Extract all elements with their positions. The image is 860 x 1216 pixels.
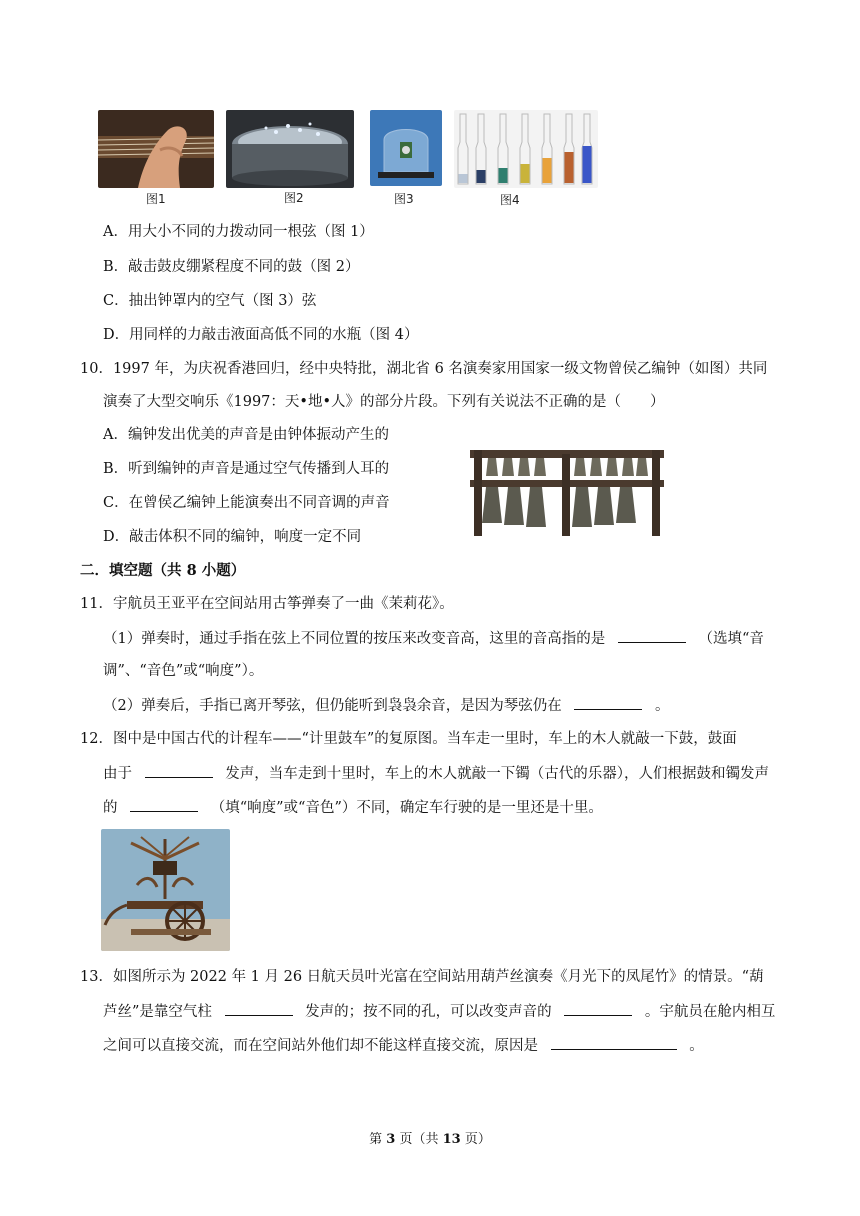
q11-part1-text-b: （选填“音 <box>698 631 764 647</box>
figure-3-caption: 图3 <box>394 192 414 206</box>
figure-3-bell-jar <box>370 110 442 186</box>
figure-1-caption: 图1 <box>146 192 166 206</box>
q10-option-d: D．敲击体积不同的编钟，响度一定不同 <box>103 529 362 545</box>
q11-blank-2[interactable] <box>574 695 642 710</box>
q12-text-a: 由于 <box>103 766 132 782</box>
q13-text-d: 之间可以直接交流，而在空间站外他们却不能这样直接交流，原因是 <box>103 1038 538 1054</box>
q11-part1-line1 <box>103 628 764 649</box>
section-heading <box>80 561 245 581</box>
q11-part2 <box>103 695 669 716</box>
drum-cart-image <box>101 829 230 951</box>
q13-text-c: 。宇航员在舱内相互 <box>644 1004 776 1020</box>
q13-text-e: 。 <box>689 1038 704 1054</box>
figure-2-drum <box>226 110 354 188</box>
section-question-count: 8 <box>186 562 197 579</box>
figure-2-caption: 图2 <box>284 191 304 205</box>
footer-total-pages: 13 <box>442 1132 461 1147</box>
q9-option-d: D．用同样的力敲击液面高低不同的水瓶（图 4） <box>103 327 419 343</box>
figure-4-caption: 图4 <box>500 193 520 207</box>
q13-blank-1[interactable] <box>225 1001 293 1016</box>
q12-text-d: （填“响度”或“音色”）不同，确定车行驶的是一里还是十里。 <box>210 800 603 816</box>
q11-blank-1[interactable] <box>618 628 686 643</box>
figure-4-bottles <box>454 110 598 188</box>
q10-option-b: B．听到编钟的声音是通过空气传播到人耳的 <box>103 461 390 477</box>
q11-stem: 11．宇航员王亚平在空间站用古筝弹奏了一曲《茉莉花》。 <box>80 596 454 612</box>
q12-blank-1[interactable] <box>145 763 213 778</box>
q9-option-a: A．用大小不同的力拨动同一根弦（图 1） <box>103 224 374 240</box>
figure-1-guitar <box>98 110 214 188</box>
footer-text-c: 页） <box>460 1132 491 1147</box>
q11-part1-line2: 调”、“音色”或“响度”）。 <box>103 663 264 679</box>
q10-stem-line1: 10．1997 年，为庆祝香港回归，经中央特批，湖北省 6 名演奏家用国家一级文物曾侯乙编钟（如图）共同 <box>80 361 768 377</box>
page-footer <box>0 1128 860 1147</box>
bianzhong-bells-image <box>464 440 670 540</box>
q12-stem-line3 <box>103 797 603 818</box>
q12-blank-2[interactable] <box>130 797 198 812</box>
q13-blank-2[interactable] <box>564 1001 632 1016</box>
section-heading-prefix: 二．填空题（共 <box>80 562 187 579</box>
q12-text-b: 发声，当车走到十里时，车上的木人就敲一下镯（古代的乐器），人们根据鼓和镯发声 <box>225 766 769 782</box>
q13-text-a: 芦丝”是靠空气柱 <box>103 1004 212 1020</box>
q9-option-c: C．抽出钟罩内的空气（图 3）弦 <box>103 293 317 309</box>
q9-option-b: B．敲击鼓皮绷紧程度不同的鼓（图 2） <box>103 259 360 275</box>
footer-page-number: 3 <box>386 1132 396 1147</box>
q13-stem-line2 <box>103 1001 775 1022</box>
q13-blank-3[interactable] <box>551 1035 677 1050</box>
footer-text-b: 页（共 <box>395 1132 443 1147</box>
q11-part1-text-a: （1）弹奏时，通过手指在弦上不同位置的按压来改变音高，这里的音高指的是 <box>103 631 606 647</box>
q13-stem-line3 <box>103 1035 704 1056</box>
footer-text-a: 第 <box>369 1132 387 1147</box>
q12-text-c: 的 <box>103 800 118 816</box>
q10-option-c: C．在曾侯乙编钟上能演奏出不同音调的声音 <box>103 495 390 511</box>
q11-part2-text-b: 。 <box>654 698 670 714</box>
section-heading-suffix: 小题） <box>196 562 246 579</box>
q10-stem-line2: 演奏了大型交响乐《1997：天•地•人》的部分片段。下列有关说法不正确的是（ ） <box>103 394 665 410</box>
q13-text-b: 发声的；按不同的孔，可以改变声音的 <box>305 1004 552 1020</box>
q12-stem-line1: 12．图中是中国古代的计程车——“计里鼓车”的复原图。当车走一里时，车上的木人就敲一下鼓，鼓面 <box>80 731 737 747</box>
q11-part2-text-a: （2）弹奏后，手指已离开琴弦，但仍能听到袅袅余音，是因为琴弦仍在 <box>103 698 562 714</box>
q12-stem-line2 <box>103 763 769 784</box>
q10-option-a: A．编钟发出优美的声音是由钟体振动产生的 <box>103 427 389 443</box>
q13-stem-line1: 13．如图所示为 2022 年 1 月 26 日航天员叶光富在空间站用葫芦丝演奏《月光下的凤尾竹》的情景。“葫 <box>80 969 764 985</box>
